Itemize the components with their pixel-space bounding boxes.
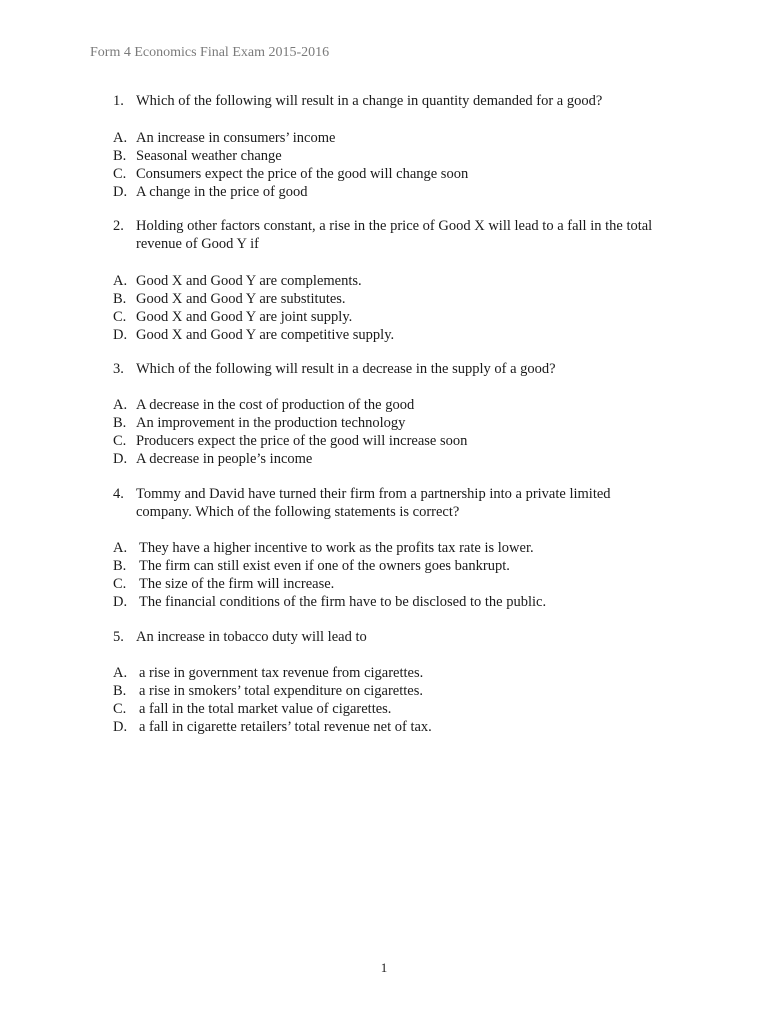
option-letter: B.: [113, 415, 127, 431]
option-a: [113, 664, 432, 682]
option-d: [113, 450, 467, 468]
option-letter: A.: [113, 397, 128, 413]
option-text: A decrease in the cost of production of the good: [136, 397, 415, 413]
option-d: [113, 183, 468, 201]
option-d: [113, 593, 546, 611]
option-text: Consumers expect the price of the good will change soon: [136, 166, 469, 182]
question-text: Which of the following will result in a decrease in the supply of a good?: [136, 361, 556, 377]
option-text: Seasonal weather change: [136, 148, 282, 164]
question-1-options: [113, 129, 468, 201]
option-letter: D.: [113, 451, 128, 467]
option-b: [113, 557, 546, 575]
question-4: [113, 486, 641, 521]
page-header: Form 4 Economics Final Exam 2015-2016: [90, 45, 330, 60]
option-d: [113, 326, 394, 344]
option-letter: A.: [113, 273, 128, 289]
option-b: [113, 147, 468, 165]
option-text: a rise in government tax revenue from cigarettes.: [139, 665, 424, 681]
option-text: An increase in consumers’ income: [136, 130, 336, 146]
question-3: [113, 361, 691, 379]
question-number: 3.: [113, 361, 124, 377]
option-text: A change in the price of good: [136, 184, 308, 200]
question-1: [113, 93, 691, 111]
option-c: [113, 165, 468, 183]
option-text: a rise in smokers’ total expenditure on cigarettes.: [139, 683, 423, 699]
option-c: [113, 700, 432, 718]
option-c: [113, 575, 546, 593]
question-text: Holding other factors constant, a rise in the price of Good X will lead to a fall in the total revenue of Good Y if: [136, 218, 653, 252]
option-letter: A.: [113, 665, 128, 681]
option-letter: A.: [113, 540, 128, 556]
option-c: [113, 308, 394, 326]
option-text: Good X and Good Y are complements.: [136, 273, 362, 289]
question-text: Tommy and David have turned their firm from a partnership into a private limited company. Which of the following statements is correct?: [136, 486, 611, 520]
option-b: [113, 290, 394, 308]
question-2-options: [113, 272, 394, 344]
question-3-options: [113, 396, 467, 468]
option-letter: C.: [113, 166, 127, 182]
option-a: [113, 272, 394, 290]
question-2: [113, 218, 691, 253]
question-text: An increase in tobacco duty will lead to: [136, 629, 367, 645]
option-a: [113, 396, 467, 414]
option-c: [113, 432, 467, 450]
option-text: a fall in the total market value of cigarettes.: [139, 701, 392, 717]
option-b: [113, 414, 467, 432]
option-letter: D.: [113, 719, 128, 735]
question-number: 2.: [113, 218, 124, 234]
option-letter: D.: [113, 594, 128, 610]
option-text: The firm can still exist even if one of the owners goes bankrupt.: [139, 558, 510, 574]
option-text: The financial conditions of the firm have to be disclosed to the public.: [139, 594, 547, 610]
question-number: 4.: [113, 486, 124, 502]
option-text: Producers expect the price of the good will increase soon: [136, 433, 468, 449]
option-a: [113, 539, 546, 557]
option-b: [113, 682, 432, 700]
option-text: a fall in cigarette retailers’ total revenue net of tax.: [139, 719, 432, 735]
question-text: Which of the following will result in a change in quantity demanded for a good?: [136, 93, 603, 109]
page-number: 1: [380, 960, 388, 975]
option-text: Good X and Good Y are competitive supply.: [136, 327, 395, 343]
option-d: [113, 718, 432, 736]
option-letter: D.: [113, 327, 128, 343]
option-letter: A.: [113, 130, 128, 146]
question-4-options: [113, 539, 546, 611]
question-number: 5.: [113, 629, 124, 645]
option-letter: B.: [113, 291, 127, 307]
option-letter: B.: [113, 148, 127, 164]
option-text: An improvement in the production technology: [136, 415, 406, 431]
option-text: They have a higher incentive to work as the profits tax rate is lower.: [139, 540, 534, 556]
option-letter: B.: [113, 683, 127, 699]
option-text: The size of the firm will increase.: [139, 576, 335, 592]
option-letter: B.: [113, 558, 127, 574]
option-letter: C.: [113, 309, 127, 325]
option-letter: C.: [113, 576, 127, 592]
option-text: Good X and Good Y are joint supply.: [136, 309, 353, 325]
option-a: [113, 129, 468, 147]
question-number: 1.: [113, 93, 124, 109]
option-letter: C.: [113, 433, 127, 449]
option-text: Good X and Good Y are substitutes.: [136, 291, 346, 307]
question-5: [113, 629, 691, 647]
option-letter: C.: [113, 701, 127, 717]
option-letter: D.: [113, 184, 128, 200]
question-5-options: [113, 664, 432, 736]
option-text: A decrease in people’s income: [136, 451, 313, 467]
